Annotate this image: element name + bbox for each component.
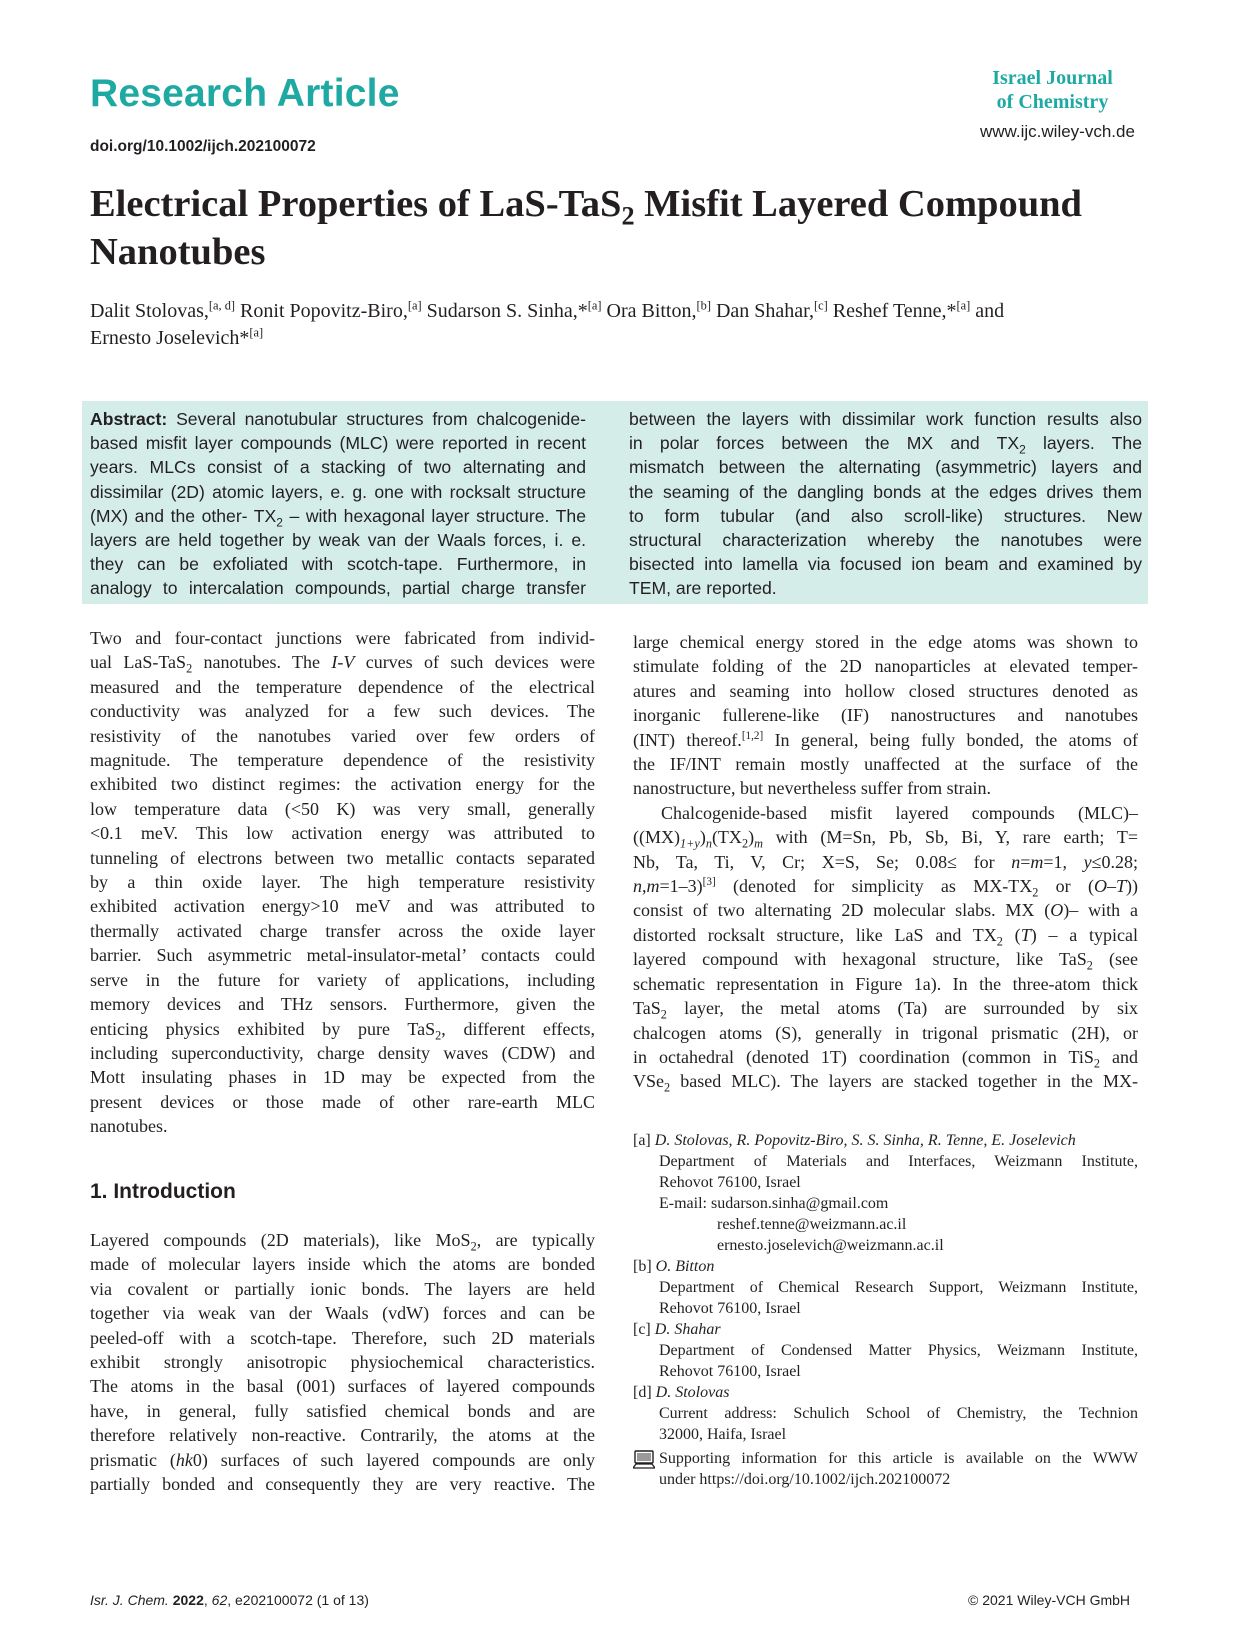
right-column-paragraphs bbox=[633, 630, 1138, 1094]
author-affil-sup: [a] bbox=[587, 298, 602, 313]
italic-text: O bbox=[1050, 900, 1064, 921]
author-affil-sup: [a, d] bbox=[208, 298, 236, 313]
body-text: or ( bbox=[1038, 876, 1094, 897]
affiliation-d-header bbox=[633, 1382, 1138, 1403]
affiliation-dept: Department of Materials and Interfaces, Weizmann Institute, bbox=[659, 1153, 1138, 1170]
journal-abbrev: Isr. J. Chem. bbox=[90, 1592, 169, 1608]
body-text: in octahedral (denoted 1T) coordination (common in TiS bbox=[633, 1046, 1094, 1067]
body-text: =1–3) bbox=[659, 876, 703, 897]
body-line: atures and seaming into hollow closed structures denoted as bbox=[633, 680, 1138, 701]
italic-text: n bbox=[1011, 851, 1021, 872]
subscript: 1+y bbox=[680, 836, 700, 851]
body-line: memory devices and THz sensors. Furthermore, given the bbox=[90, 994, 595, 1015]
body-line: thermally activated charge transfer across the oxide layer bbox=[90, 920, 595, 941]
affiliation-tag: [b] bbox=[633, 1258, 652, 1275]
abstract-text: – with hexagonal layer structure. The bbox=[282, 505, 586, 526]
citation-ref[interactable]: [1,2] bbox=[741, 729, 764, 742]
body-text: Nb, Ta, Ti, V, Cr; X=S, Se; 0.08≤ for bbox=[633, 851, 1012, 872]
body-line: by a thin oxide layer. The high temperature resistivity bbox=[90, 872, 595, 893]
introduction-paragraph bbox=[90, 1228, 595, 1496]
affiliation-names: D. Stolovas bbox=[655, 1384, 730, 1401]
affiliation-email[interactable]: ernesto.joselevich@weizmann.ac.il bbox=[717, 1237, 944, 1254]
body-line: measured and the temperature dependence of the electrical bbox=[90, 676, 595, 697]
article-type-label: Research Article bbox=[90, 72, 400, 115]
body-text: ( bbox=[1002, 924, 1021, 945]
abstract-line: layers are held together by weak van der Waals forces, i. e. bbox=[90, 530, 586, 551]
affiliation-email[interactable]: reshef.tenne@weizmann.ac.il bbox=[717, 1216, 907, 1233]
subscript: 2 bbox=[664, 1080, 671, 1095]
body-line: inorganic fullerene-like (IF) nanostructures and nanotubes bbox=[633, 705, 1138, 726]
body-line: via covalent or partially ionic bonds. The layers are held bbox=[90, 1278, 595, 1299]
author-affil-sup: [a] bbox=[956, 298, 971, 313]
body-text: Layered compounds (2D materials), like MoS bbox=[90, 1230, 471, 1250]
journal-name-line1: Israel Journal bbox=[992, 67, 1113, 89]
italic-text: y bbox=[1083, 851, 1092, 872]
body-line: peeled-off with a scotch-tape. Therefore, such 2D materials bbox=[90, 1327, 595, 1348]
citation-page: , e202100072 (1 of 13) bbox=[227, 1592, 369, 1608]
body-text: , different effects, bbox=[441, 1018, 596, 1039]
body-text: (see bbox=[1092, 949, 1138, 970]
body-line bbox=[633, 947, 1138, 971]
subscript: 2 bbox=[1093, 1056, 1100, 1071]
journal-url[interactable]: www.ijc.wiley-vch.de bbox=[980, 122, 1135, 141]
italic-text: n bbox=[633, 876, 642, 897]
body-text: , bbox=[642, 876, 647, 897]
body-line: exhibited activation energy>10 meV and was attributed to bbox=[90, 896, 595, 917]
body-text: layered compound with hexagonal structure, like TaS bbox=[633, 949, 1087, 970]
abstract-box bbox=[82, 401, 1148, 604]
subscript: 2 bbox=[996, 934, 1003, 949]
body-text: ≤0.28; bbox=[1091, 851, 1138, 872]
author-affil-sup: [b] bbox=[696, 298, 711, 313]
abstract-line: dissimilar (2D) atomic layers, e. g. one with rocksalt structure bbox=[90, 481, 586, 502]
body-text: ((MX) bbox=[633, 827, 680, 848]
support-link[interactable]: under https://doi.org/10.1002/ijch.202100072 bbox=[659, 1471, 951, 1488]
body-line: serve in the future for variety of applications, including bbox=[90, 969, 595, 990]
abstract-right-column bbox=[629, 407, 1142, 601]
author-affil-sup: [a] bbox=[407, 298, 422, 313]
abstract-line: bisected into lamella via focused ion beam and examined by bbox=[629, 554, 1142, 575]
subscript: 2 bbox=[1019, 442, 1026, 457]
body-line: chalcogen atoms (S), generally in trigonal prismatic (2H), or bbox=[633, 1022, 1138, 1043]
author-bitton[interactable]: Ora Bitton, bbox=[601, 300, 697, 322]
body-line bbox=[633, 874, 1138, 898]
body-line: The atoms in the basal (001) surfaces of layered compounds bbox=[90, 1376, 595, 1397]
body-text: VSe bbox=[633, 1071, 664, 1092]
body-line bbox=[633, 850, 1138, 874]
abstract-line bbox=[90, 407, 586, 431]
subscript: 2 bbox=[276, 515, 283, 530]
body-text: (INT) thereof. bbox=[633, 729, 742, 750]
abstract-line: the seaming of the dangling bonds at the edges drives them bbox=[629, 481, 1142, 502]
body-line: partially bonded and consequently they are very reactive. The bbox=[90, 1474, 595, 1495]
affiliation-tag: [d] bbox=[633, 1384, 652, 1401]
citation-year: 2022 bbox=[172, 1592, 204, 1608]
body-line: including superconductivity, charge density waves (CDW) and bbox=[90, 1042, 595, 1063]
body-line bbox=[633, 996, 1138, 1020]
subscript: 2 bbox=[435, 1028, 442, 1043]
body-text: consist of two alternating 2D molecular slabs. MX ( bbox=[633, 900, 1051, 921]
abstract-line: structural characterization whereby the nanotubes were bbox=[629, 530, 1142, 551]
affiliation-city: Rehovot 76100, Israel bbox=[659, 1300, 801, 1317]
affiliation-tag: [a] bbox=[633, 1132, 651, 1149]
citation-ref[interactable]: [3] bbox=[702, 876, 716, 889]
abstract-line: TEM, are reported. bbox=[629, 578, 777, 599]
body-text: distorted rocksalt structure, like LaS and TX bbox=[633, 924, 997, 945]
body-line: the IF/INT remain mostly unaffected at the surface of the bbox=[633, 754, 1138, 775]
author-affil-sup: [c] bbox=[814, 298, 828, 313]
footer-citation: Isr. J. Chem. 2022, 62, e202100072 (1 of 13) bbox=[90, 1592, 369, 1608]
body-text: nanotubes. The bbox=[192, 652, 332, 673]
body-line: present devices or those made of other rare-earth MLC bbox=[90, 1091, 595, 1112]
section-heading-introduction: 1. Introduction bbox=[90, 1180, 236, 1203]
citation-volume: 62 bbox=[211, 1592, 228, 1608]
abstract-line: mismatch between the alternating (asymmetric) layers and bbox=[629, 457, 1142, 478]
abstract-text: in polar forces between the MX and TX bbox=[629, 433, 1020, 454]
body-text: layer, the metal atoms (Ta) are surrounded by six bbox=[666, 998, 1138, 1019]
body-line bbox=[90, 650, 595, 674]
abstract-label: Abstract: bbox=[90, 409, 168, 429]
subscript: 2 bbox=[741, 836, 749, 851]
journal-name-line2: of Chemistry bbox=[996, 91, 1109, 113]
body-line: exhibited two distinct regimes: the activation energy for the bbox=[90, 774, 595, 795]
italic-text: O–T bbox=[1093, 876, 1126, 897]
body-line bbox=[90, 1017, 595, 1041]
body-text: ual LaS-TaS bbox=[90, 652, 187, 673]
affiliation-c-header bbox=[633, 1319, 1138, 1340]
author-popovitz-biro[interactable]: Ronit Popovitz-Biro, bbox=[235, 300, 408, 322]
italic-text: I-V bbox=[331, 652, 355, 673]
body-text: , are typically bbox=[476, 1230, 595, 1250]
article-title bbox=[90, 180, 1150, 276]
body-text: curves of such devices were bbox=[354, 652, 595, 673]
body-text: ) bbox=[748, 827, 755, 848]
body-text: 0) surfaces of such layered compounds are only bbox=[192, 1449, 595, 1470]
journal-name bbox=[980, 66, 1125, 114]
italic-text: hk bbox=[175, 1449, 193, 1470]
abstract-text: (MX) and the other- TX bbox=[90, 505, 277, 526]
body-line: large chemical energy stored in the edge atoms was shown to bbox=[633, 632, 1138, 652]
abstract-line: years. MLCs consist of a stacking of two alternating and bbox=[90, 457, 586, 478]
affiliation-address: 32000, Haifa, Israel bbox=[659, 1426, 787, 1443]
italic-text: T bbox=[1020, 924, 1031, 945]
body-line: low temperature data (<50 K) was very small, generally bbox=[90, 798, 595, 819]
body-line: <0.1 meV. This low activation energy was attributed to bbox=[90, 823, 595, 844]
body-text: TaS bbox=[633, 998, 661, 1019]
subscript: n bbox=[705, 836, 712, 851]
abstract-line bbox=[90, 504, 586, 528]
body-line: together via weak van der Waals (vdW) forces and can be bbox=[90, 1303, 595, 1324]
author-stolovas[interactable]: Dalit Stolovas, bbox=[90, 300, 209, 322]
subscript: 2 bbox=[186, 662, 193, 676]
abstract-line bbox=[629, 431, 1142, 455]
body-text: with (M=Sn, Pb, Sb, Bi, Y, rare earth; T= bbox=[762, 827, 1138, 848]
subscript: 2 bbox=[1032, 885, 1039, 900]
abstract-line: to form tubular (and also scroll-like) structures. New bbox=[629, 505, 1142, 526]
author-tenne[interactable]: Reshef Tenne,* bbox=[827, 300, 957, 322]
title-part1: Electrical Properties of LaS-TaS bbox=[90, 183, 622, 225]
body-line: have, in general, fully satisfied chemical bonds and are bbox=[90, 1400, 595, 1421]
body-text: ) – a typical bbox=[1030, 924, 1139, 945]
doi-link[interactable]: doi.org/10.1002/ijch.202100072 bbox=[90, 138, 316, 155]
body-line: Chalcogenide-based misfit layered compounds (MLC)– bbox=[661, 802, 1138, 823]
summary-paragraph bbox=[90, 626, 595, 1139]
body-line: resistivity of the nanotubes varied over few orders of bbox=[90, 725, 595, 746]
abstract-text: Several nanotubular structures from chalcogenide- bbox=[167, 409, 586, 429]
body-line: nanotubes. bbox=[90, 1116, 168, 1137]
abstract-line: they can be exfoliated with scotch-tape. Furthermore, in bbox=[90, 554, 586, 575]
subscript: 2 bbox=[470, 1239, 477, 1254]
supporting-information-note bbox=[633, 1448, 1138, 1490]
subscript: 2 bbox=[660, 1007, 667, 1022]
abstract-text: layers. The bbox=[1025, 433, 1142, 454]
affiliation-tag: [c] bbox=[633, 1321, 651, 1338]
body-line bbox=[633, 898, 1138, 922]
body-line bbox=[633, 923, 1138, 947]
affiliation-city: Rehovot 76100, Israel bbox=[659, 1174, 801, 1191]
body-text: prismatic ( bbox=[90, 1449, 176, 1470]
body-line: barrier. Such asymmetric metal-insulator-metal’ contacts could bbox=[90, 945, 595, 966]
body-text: )– with a bbox=[1063, 900, 1138, 921]
affiliation-b-header bbox=[633, 1256, 1138, 1277]
author-sinha[interactable]: Sudarson S. Sinha,* bbox=[421, 300, 588, 322]
abstract-left-column bbox=[90, 407, 586, 601]
body-line: tunneling of electrons between two metallic contacts separated bbox=[90, 847, 595, 868]
body-line: magnitude. The temperature dependence of the resistivity bbox=[90, 750, 595, 771]
title-part2: Misfit Layered Compound bbox=[634, 183, 1082, 225]
body-line: Mott insulating phases in 1D may be expected from the bbox=[90, 1067, 595, 1088]
body-line: Two and four-contact junctions were fabricated from individ- bbox=[90, 628, 595, 648]
computer-icon bbox=[633, 1450, 655, 1470]
subscript: 2 bbox=[1086, 958, 1093, 973]
affiliation-names: O. Bitton bbox=[655, 1258, 715, 1275]
abstract-line: based misfit layer compounds (MLC) were reported in recent bbox=[90, 433, 586, 454]
body-line: stimulate folding of the 2D nanoparticles at elevated temper- bbox=[633, 656, 1138, 677]
body-line bbox=[633, 1045, 1138, 1069]
footer-copyright: © 2021 Wiley-VCH GmbH bbox=[968, 1592, 1131, 1608]
abstract-line: analogy to intercalation compounds, partial charge transfer bbox=[90, 578, 586, 599]
affiliation-email[interactable]: E-mail: sudarson.sinha@gmail.com bbox=[659, 1195, 889, 1212]
body-line: conductivity was analyzed for a few such devices. The bbox=[90, 701, 595, 722]
body-line bbox=[90, 1228, 595, 1252]
subscript: m bbox=[754, 836, 763, 851]
body-text: and bbox=[1100, 1046, 1138, 1067]
title-sub: 2 bbox=[621, 201, 635, 231]
body-text: enticing physics exhibited by pure TaS bbox=[90, 1018, 436, 1039]
body-line bbox=[633, 1069, 1138, 1093]
author-shahar[interactable]: Dan Shahar, bbox=[710, 300, 815, 322]
body-line: exhibit strongly anisotropic physiochemical characteristics. bbox=[90, 1352, 595, 1373]
affiliation-dept: Department of Condensed Matter Physics, Weizmann Institute, bbox=[659, 1342, 1138, 1359]
affiliation-names: D. Shahar bbox=[654, 1321, 721, 1338]
body-line: therefore relatively non-reactive. Contrarily, the atoms at the bbox=[90, 1425, 595, 1446]
body-line: nanostructure, but nevertheless suffer from strain. bbox=[633, 778, 992, 799]
body-text: ) bbox=[699, 827, 706, 848]
body-line bbox=[90, 1448, 595, 1472]
author-affil-sup: [a] bbox=[249, 325, 264, 340]
support-line: Supporting information for this article is available on the WWW bbox=[659, 1450, 1138, 1467]
body-text: )) bbox=[1126, 876, 1138, 897]
affiliation-city: Rehovot 76100, Israel bbox=[659, 1363, 801, 1380]
body-line: made of molecular layers inside which the atoms are bonded bbox=[90, 1254, 595, 1275]
body-line: schematic representation in Figure 1a). In the three-atom thick bbox=[633, 973, 1138, 994]
italic-text: m bbox=[1030, 851, 1044, 872]
affiliation-names: D. Stolovas, R. Popovitz-Biro, S. S. Sinha, R. Tenne, E. Joselevich bbox=[654, 1132, 1076, 1149]
affiliation-dept: Department of Chemical Research Support, Weizmann Institute, bbox=[659, 1279, 1138, 1296]
abstract-line: between the layers with dissimilar work function results also bbox=[629, 409, 1142, 429]
body-line bbox=[633, 728, 1138, 752]
affiliation-a-header bbox=[633, 1130, 1138, 1151]
author-and: and bbox=[970, 300, 1005, 322]
body-text: (denoted for simplicity as MX-TX bbox=[715, 876, 1033, 897]
body-text: (TX bbox=[711, 827, 742, 848]
supporting-information-text bbox=[659, 1448, 1138, 1490]
author-list bbox=[90, 298, 1140, 352]
italic-text: m bbox=[646, 876, 660, 897]
title-line2: Nanotubes bbox=[90, 231, 266, 273]
body-text: In general, being fully bonded, the atoms of bbox=[763, 729, 1138, 750]
body-text: based MLC). The layers are stacked together in the MX- bbox=[670, 1071, 1138, 1092]
affiliation-address: Current address: Schulich School of Chemistry, the Technion bbox=[659, 1405, 1138, 1422]
body-line bbox=[633, 825, 1138, 849]
body-text: =1, bbox=[1043, 851, 1084, 872]
affiliations-block bbox=[633, 1130, 1138, 1445]
body-text: = bbox=[1020, 851, 1031, 872]
author-joselevich[interactable]: Ernesto Joselevich* bbox=[90, 327, 250, 349]
